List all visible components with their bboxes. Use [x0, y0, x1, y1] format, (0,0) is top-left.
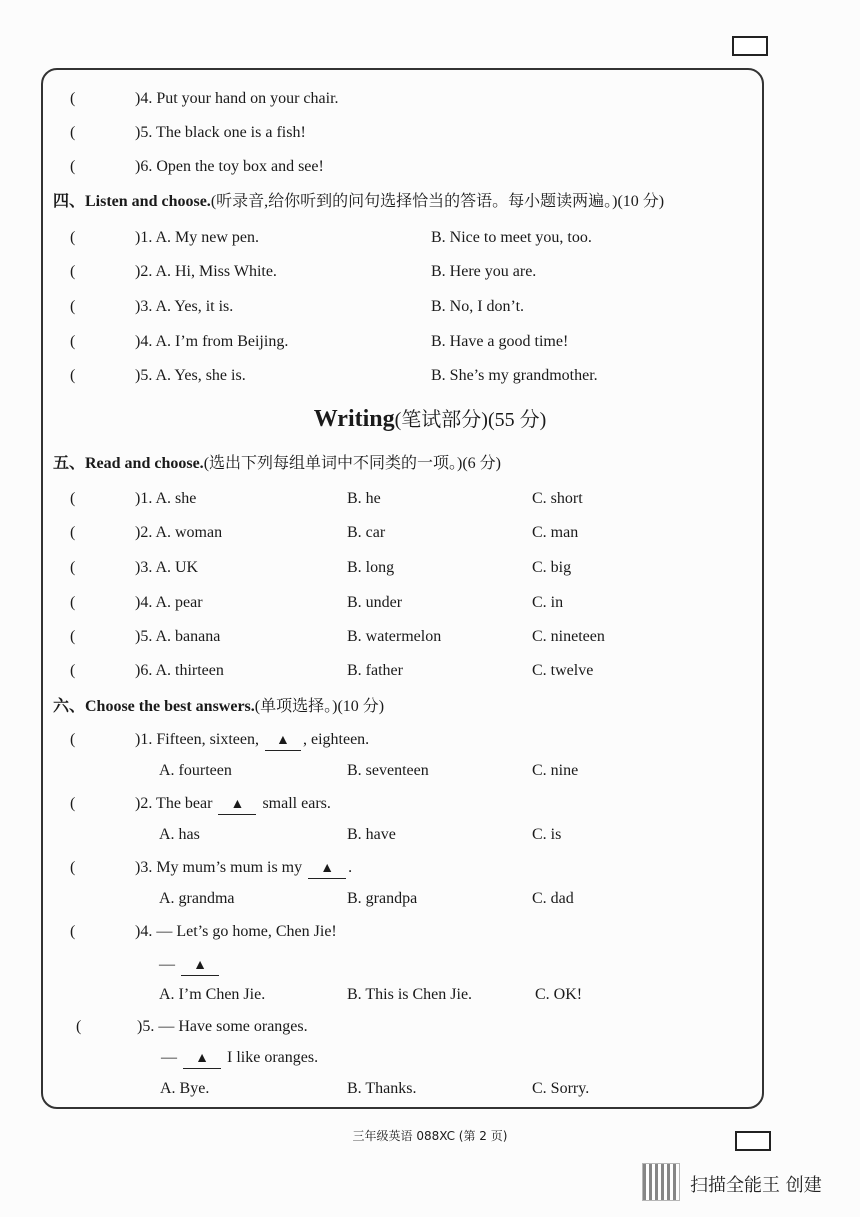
answer-bracket: (	[70, 594, 76, 611]
list-item	[0, 259, 860, 285]
option-b: B. grandpa	[347, 890, 418, 907]
option-b: B. Here you are.	[431, 263, 537, 280]
option-a: A. grandma	[159, 890, 235, 907]
section-title-choose	[53, 695, 384, 719]
answer-bracket: (	[70, 490, 76, 507]
answer-bracket: (	[70, 662, 76, 679]
answer-bracket: (	[70, 333, 76, 350]
list-item	[0, 329, 860, 355]
list-item	[0, 590, 860, 616]
answer-bracket: (	[70, 731, 76, 748]
answer-bracket: (	[70, 124, 76, 141]
option-a: )3. A. Yes, it is.	[135, 298, 234, 315]
question-text: )2. The bear ▲ small ears.	[135, 791, 331, 817]
question-text: )3. My mum’s mum is my ▲ .	[135, 855, 352, 881]
option-c: C. is	[532, 826, 562, 843]
answer-blank: ▲	[265, 732, 301, 751]
question-row	[0, 791, 860, 817]
option-b: B. This is Chen Jie.	[347, 986, 473, 1003]
option-c: C. nineteen	[532, 628, 605, 645]
list-item	[0, 486, 860, 512]
answer-bracket: (	[70, 923, 76, 940]
option-a: A. I’m Chen Jie.	[159, 986, 266, 1003]
option-b: B. long	[347, 559, 395, 576]
option-a: )3. A. UK	[135, 559, 199, 576]
answer-bracket: (	[70, 367, 76, 384]
list-item	[0, 520, 860, 546]
list-item	[0, 624, 860, 650]
options-row	[0, 982, 860, 1008]
option-a: )6. A. thirteen	[135, 662, 224, 679]
question-row	[0, 919, 860, 945]
options-row	[0, 1076, 860, 1102]
dialog-dash: — ▲ I like oranges.	[161, 1045, 318, 1071]
option-c: C. Sorry.	[532, 1080, 590, 1097]
option-b: B. watermelon	[347, 628, 442, 645]
options-row	[0, 758, 860, 784]
score-box-top	[732, 36, 768, 56]
answer-bracket: (	[76, 1018, 82, 1035]
option-a: )5. A. banana	[135, 628, 221, 645]
writing-title-cn: (笔试部分)	[394, 409, 488, 431]
question-row	[0, 727, 860, 753]
answer-bracket: (	[70, 298, 76, 315]
section-title-en: 四、Listen and choose.	[53, 193, 211, 210]
options-row	[0, 886, 860, 912]
answer-bracket: (	[70, 229, 76, 246]
question-text: )1. Fifteen, sixteen, ▲ , eighteen.	[135, 727, 369, 753]
item-text: )6. Open the toy box and see!	[135, 158, 324, 175]
option-b: B. have	[347, 826, 396, 843]
list-item	[0, 658, 860, 684]
answer-bracket: (	[70, 263, 76, 280]
question-text: )5. — Have some oranges.	[137, 1018, 308, 1035]
section-title-en: 六、Choose the best answers.	[53, 698, 255, 715]
section-title-listen	[53, 190, 664, 214]
list-item	[0, 363, 860, 389]
answer-bracket: (	[70, 628, 76, 645]
item-text: )4. Put your hand on your chair.	[135, 90, 339, 107]
option-c: C. in	[532, 594, 564, 611]
option-a: )1. A. My new pen.	[135, 229, 259, 246]
option-a: )1. A. she	[135, 490, 197, 507]
qr-code-icon	[642, 1163, 680, 1201]
option-a: )2. A. woman	[135, 524, 223, 541]
option-b: B. car	[347, 524, 386, 541]
option-a: )5. A. Yes, she is.	[135, 367, 246, 384]
section-title-en: 五、Read and choose.	[53, 455, 204, 472]
answer-blank: ▲	[218, 796, 256, 815]
option-b: B. father	[347, 662, 403, 679]
answer-bracket: (	[70, 795, 76, 812]
options-row	[0, 822, 860, 848]
section-title-read	[53, 452, 501, 476]
list-item	[0, 86, 860, 112]
option-b: B. No, I don’t.	[431, 298, 525, 315]
section-title-cn: (单项选择。)(10 分)	[254, 698, 385, 715]
option-c: C. man	[532, 524, 579, 541]
writing-title-en: Writing	[313, 406, 395, 432]
option-b: B. Nice to meet you, too.	[431, 229, 592, 246]
answer-blank: ▲	[308, 860, 346, 879]
option-c: C. dad	[532, 890, 574, 907]
option-b: B. he	[347, 490, 381, 507]
option-c: C. short	[532, 490, 583, 507]
answer-blank: ▲	[181, 957, 219, 976]
answer-line	[0, 952, 860, 978]
option-b: B. seventeen	[347, 762, 429, 779]
answer-blank: ▲	[183, 1050, 221, 1069]
list-item	[0, 225, 860, 251]
item-text: )5. The black one is a fish!	[135, 124, 306, 141]
option-a: )4. A. pear	[135, 594, 203, 611]
list-item	[0, 120, 860, 146]
option-c: C. big	[532, 559, 572, 576]
option-b: B. under	[347, 594, 403, 611]
option-b: B. Have a good time!	[431, 333, 569, 350]
option-b: B. Thanks.	[347, 1080, 417, 1097]
score-box-bottom	[735, 1131, 771, 1151]
answer-bracket: (	[70, 90, 76, 107]
option-c: C. OK!	[535, 986, 583, 1003]
page-footer: 三年级英语 088XC (第 2 页)	[352, 1129, 508, 1143]
writing-heading	[0, 403, 860, 436]
answer-bracket: (	[70, 524, 76, 541]
list-item	[0, 154, 860, 180]
section-title-cn: (听录音,给你听到的问句选择恰当的答语。每小题读两遍。)(10 分)	[210, 193, 665, 210]
dialog-dash: — ▲	[159, 952, 221, 978]
option-a: )4. A. I’m from Beijing.	[135, 333, 289, 350]
question-row	[0, 1014, 860, 1040]
writing-score: (55 分)	[487, 409, 547, 431]
section-title-cn: (选出下列每组单词中不同类的一项。)(6 分)	[203, 455, 502, 472]
option-b: B. She’s my grandmother.	[431, 367, 598, 384]
list-item	[0, 555, 860, 581]
answer-bracket: (	[70, 859, 76, 876]
question-row	[0, 855, 860, 881]
answer-line	[0, 1045, 860, 1071]
option-c: C. twelve	[532, 662, 594, 679]
option-a: A. has	[159, 826, 200, 843]
option-a: A. fourteen	[159, 762, 232, 779]
option-a: )2. A. Hi, Miss White.	[135, 263, 277, 280]
list-item	[0, 294, 860, 320]
scanner-label: 扫描全能王 创建	[690, 1175, 822, 1196]
option-c: C. nine	[532, 762, 579, 779]
question-text: )4. — Let’s go home, Chen Jie!	[135, 923, 337, 940]
answer-bracket: (	[70, 158, 76, 175]
answer-bracket: (	[70, 559, 76, 576]
option-a: A. Bye.	[160, 1080, 210, 1097]
